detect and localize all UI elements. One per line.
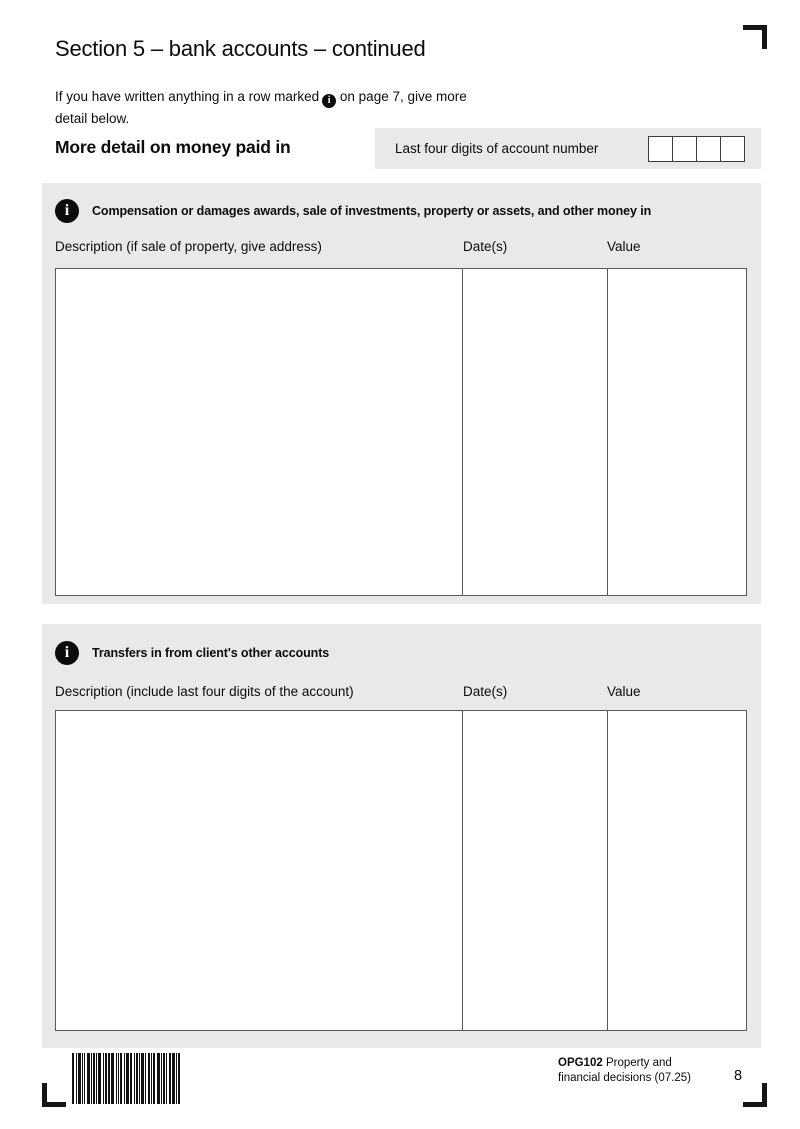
- account-number-label: Last four digits of account number: [395, 141, 599, 156]
- page-title: Section 5 – bank accounts – continued: [55, 36, 426, 61]
- barcode: [72, 1053, 202, 1104]
- transfers-dates-cell[interactable]: [463, 711, 608, 1030]
- intro-line1-after: on page 7, give more: [339, 89, 467, 104]
- transfers-value-cell[interactable]: [608, 711, 746, 1030]
- form-id-text: [558, 1056, 691, 1085]
- form-title-line1: Property and: [605, 1057, 672, 1069]
- column-header-dates: Date(s): [463, 684, 508, 699]
- section-transfers-header: [55, 641, 745, 665]
- page-number: 8: [734, 1068, 743, 1084]
- column-header-dates: Date(s): [463, 239, 508, 254]
- money-paid-in-heading: More detail on money paid in: [55, 137, 291, 157]
- column-header-value: Value: [607, 239, 641, 254]
- form-title-line2: financial decisions (07.25): [558, 1071, 691, 1084]
- account-digit-box-4[interactable]: [720, 136, 745, 162]
- transfers-description-cell[interactable]: [56, 711, 463, 1030]
- account-digit-cells: [648, 136, 745, 162]
- section-compensation-title: Compensation or damages awards, sale of investments, property or assets, and other money in: [92, 204, 652, 218]
- crop-mark-top-right: [743, 25, 767, 49]
- info-icon: i: [322, 94, 336, 108]
- column-header-value: Value: [607, 684, 641, 699]
- column-header-description: Description (include last four digits of the account): [55, 684, 354, 699]
- column-header-description: Description (if sale of property, give address): [55, 239, 322, 254]
- intro-line2: detail below.: [55, 111, 130, 126]
- account-digit-box-2[interactable]: [672, 136, 697, 162]
- crop-mark-bottom-right: [743, 1083, 767, 1107]
- form-code: OPG102: [558, 1057, 603, 1069]
- section-transfers-title: Transfers in from client's other accounts: [92, 646, 330, 660]
- info-icon: i: [55, 199, 79, 223]
- intro-line1-before: If you have written anything in a row marked: [55, 89, 320, 104]
- section-compensation-panel: [42, 183, 761, 604]
- compensation-entry-table: [55, 268, 747, 596]
- compensation-value-cell[interactable]: [608, 269, 746, 595]
- account-digit-box-3[interactable]: [696, 136, 721, 162]
- account-number-panel: [375, 128, 761, 169]
- compensation-dates-cell[interactable]: [463, 269, 608, 595]
- section-transfers-panel: [42, 624, 761, 1048]
- intro-text: [55, 86, 467, 130]
- transfers-entry-table: [55, 710, 747, 1031]
- info-icon: i: [55, 641, 79, 665]
- crop-mark-bottom-left: [42, 1083, 66, 1107]
- compensation-description-cell[interactable]: [56, 269, 463, 595]
- account-digit-box-1[interactable]: [648, 136, 673, 162]
- section-compensation-header: [55, 199, 745, 223]
